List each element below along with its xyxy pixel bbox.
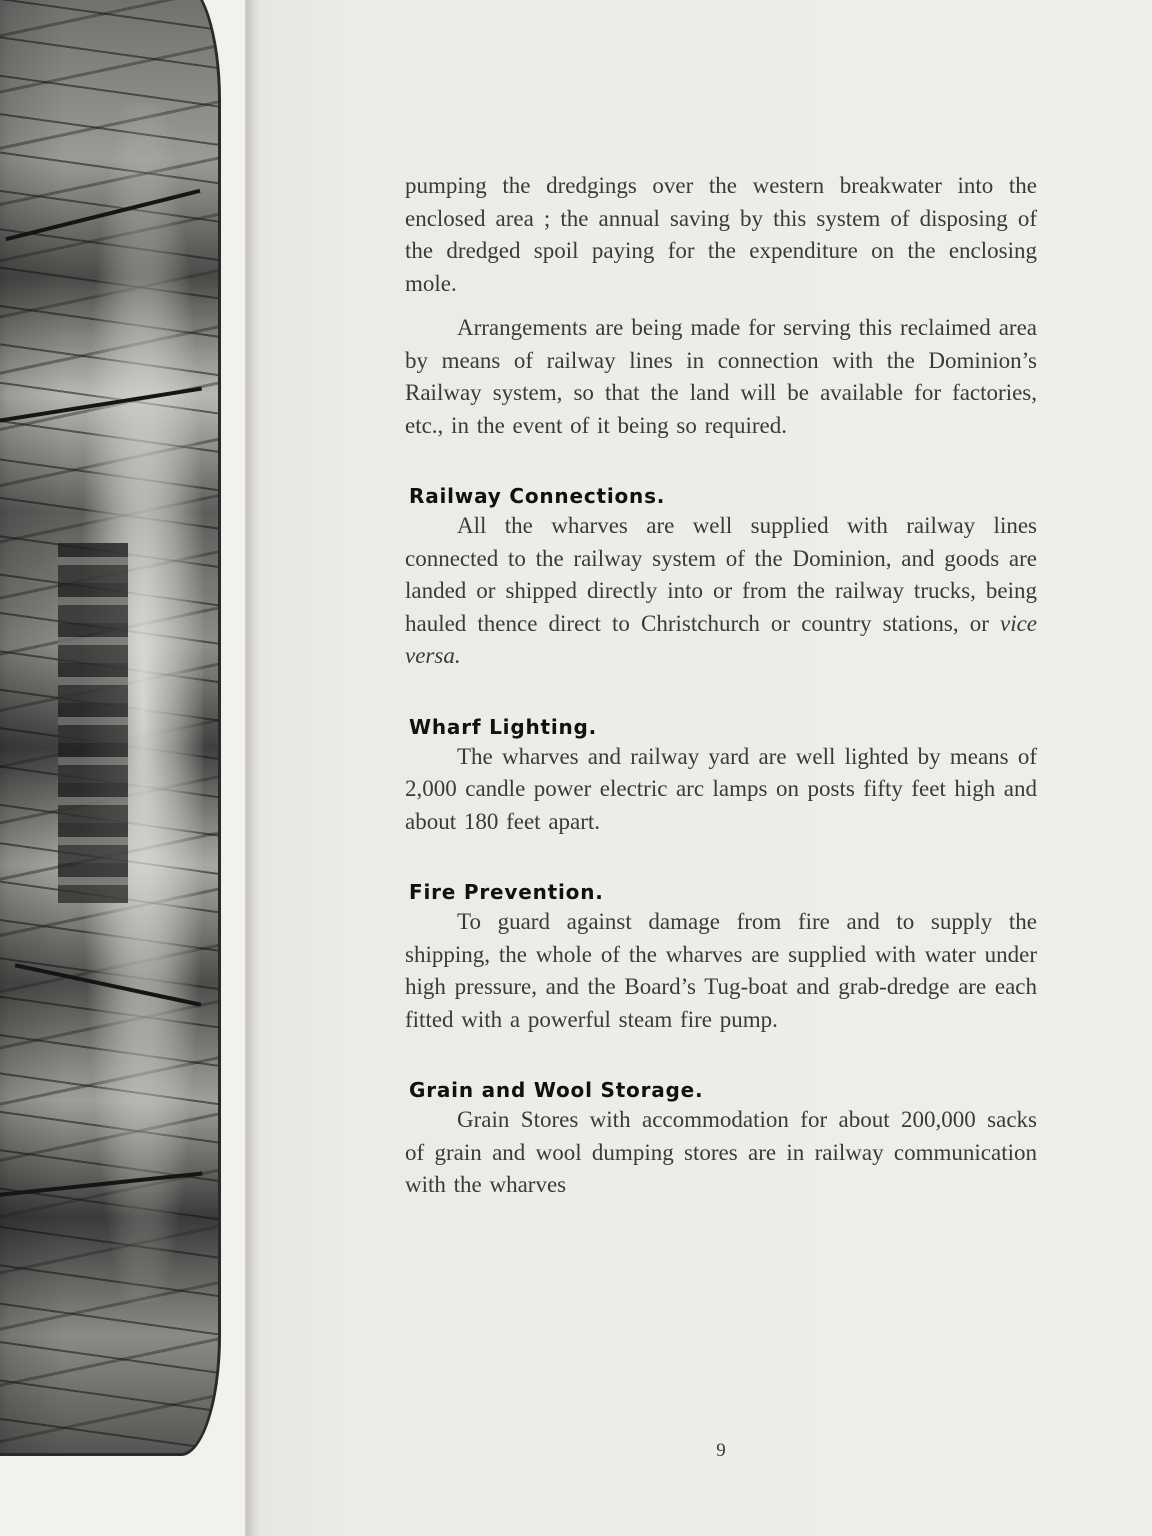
heading-grain-wool-storage: Grain and Wool Storage. xyxy=(409,1078,704,1102)
photo-wharf-structure xyxy=(58,543,128,903)
paragraph-arrangements: Arrangements are being made for serving this reclaimed area by means of railway lines in connection with the Dominion’s Railway system, so that the land will be available for factories, etc., in the event of it being so required. xyxy=(405,315,1037,438)
paragraph-railway-connections xyxy=(405,510,1037,673)
paragraph-grain-wool-storage: Grain Stores with accommodation for about 200,000 sacks of grain and wool dumping stores are in railway communication with the wharves xyxy=(405,1107,1037,1197)
harbour-photograph xyxy=(0,0,221,1456)
paragraph-wharf-lighting: The wharves and railway yard are well lighted by means of 2,000 candle power electric arc lamps on posts fifty feet high and about 180 feet apart. xyxy=(405,743,1037,834)
heading-wharf-lighting: Wharf Lighting. xyxy=(409,714,598,739)
heading-fire-prevention: Fire Prevention. xyxy=(409,880,604,904)
railway-connections-italic: vice versa. xyxy=(405,610,1038,668)
heading-railway-connections: Railway Connections. xyxy=(409,484,666,508)
page-number: 9 xyxy=(716,1440,726,1461)
text-page xyxy=(405,170,1038,1461)
paragraph-fire-prevention: To guard against damage from fire and to supply the shipping, the whole of the wharves are supplied with water under high pressure, and the Board’s Tug-boat and grab-dredge are each fitted with a powerful steam fire pump. xyxy=(405,909,1037,1032)
left-page xyxy=(0,0,247,1536)
railway-connections-text: All the wharves are well supplied with railway lines connected to the railway system of the Dominion, and goods are landed or shipped directly into or from the railway trucks, being hauled thence direct to Christchurch or country stations, or xyxy=(405,513,1037,636)
paragraph-dredgings: pumping the dredgings over the western breakwater into the enclosed area ; the annual saving by this system of disposing of the dredged spoil paying for the expenditure on the enclosing mole. xyxy=(405,173,1037,296)
